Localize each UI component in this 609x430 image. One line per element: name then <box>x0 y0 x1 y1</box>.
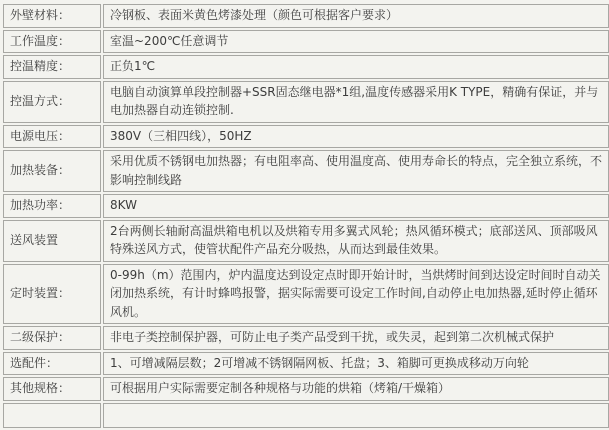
spec-label: 外壁材料： <box>3 4 101 28</box>
spec-table-body <box>3 4 609 428</box>
table-row <box>3 326 609 350</box>
table-row <box>3 4 609 28</box>
spec-value: 室温~200℃任意调节 <box>103 30 609 54</box>
product-spec-table <box>1 2 609 430</box>
table-row <box>3 30 609 54</box>
spec-label: 二级保护： <box>3 326 101 350</box>
spec-label: 选配件： <box>3 352 101 376</box>
spec-label: 控温精度： <box>3 55 101 79</box>
spec-value: 正负1℃ <box>103 55 609 79</box>
table-row <box>3 150 609 192</box>
spec-value: 1、可增减隔层数；2可增减不锈钢隔网板、托盘；3、箱脚可更换成移动万向轮 <box>103 352 609 376</box>
spec-value: 冷钢板、表面米黄色烤漆处理（颜色可根据客户要求） <box>103 4 609 28</box>
spec-value: 可根据用户实际需要定制各种规格与功能的烘箱（烤箱/干燥箱） <box>103 377 609 401</box>
table-row <box>3 125 609 149</box>
spec-label: 加热装备： <box>3 150 101 192</box>
table-row <box>3 264 609 325</box>
spec-value: 电脑自动演算单段控制器+SSR固态继电器*1组,温度传感器采用K TYPE，精确有保证，并与电加热器自动连锁控制. <box>103 81 609 123</box>
spec-value: 0-99h（m）范围内，炉内温度达到设定点时即开始计时，当烘烤时间到达设定时间时自动关闭加热系统，有计时蜂鸣报警，据实际需要可设定工作时间,自动停止电加热器,延时停止循环风机。 <box>103 264 609 325</box>
table-row <box>3 55 609 79</box>
spec-value: 2台两侧长轴耐高温烘箱电机以及烘箱专用多翼式风轮；热风循环模式；底部送风、顶部吸风特殊送风方式，使管状配件产品充分吸热，从而达到最佳效果。 <box>103 220 609 262</box>
spec-value <box>103 403 609 428</box>
table-row <box>3 194 609 218</box>
table-row-cutoff <box>3 403 609 428</box>
table-row <box>3 220 609 262</box>
spec-value: 8KW <box>103 194 609 218</box>
spec-label: 加热功率： <box>3 194 101 218</box>
spec-label: 控温方式： <box>3 81 101 123</box>
spec-label: 电源电压： <box>3 125 101 149</box>
spec-value: 非电子类控制保护器，可防止电子类产品受到干扰，或失灵，起到第二次机械式保护 <box>103 326 609 350</box>
table-row <box>3 352 609 376</box>
spec-label: 其他规格： <box>3 377 101 401</box>
spec-label <box>3 403 101 428</box>
table-row <box>3 377 609 401</box>
spec-label: 送风装置 <box>3 220 101 262</box>
spec-value: 380V（三相四线），50HZ <box>103 125 609 149</box>
spec-label: 工作温度： <box>3 30 101 54</box>
spec-label: 定时装置： <box>3 264 101 325</box>
table-row <box>3 81 609 123</box>
spec-value: 采用优质不锈钢电加热器；有电阻率高、使用温度高、使用寿命长的特点，完全独立系统，不影响控制线路 <box>103 150 609 192</box>
